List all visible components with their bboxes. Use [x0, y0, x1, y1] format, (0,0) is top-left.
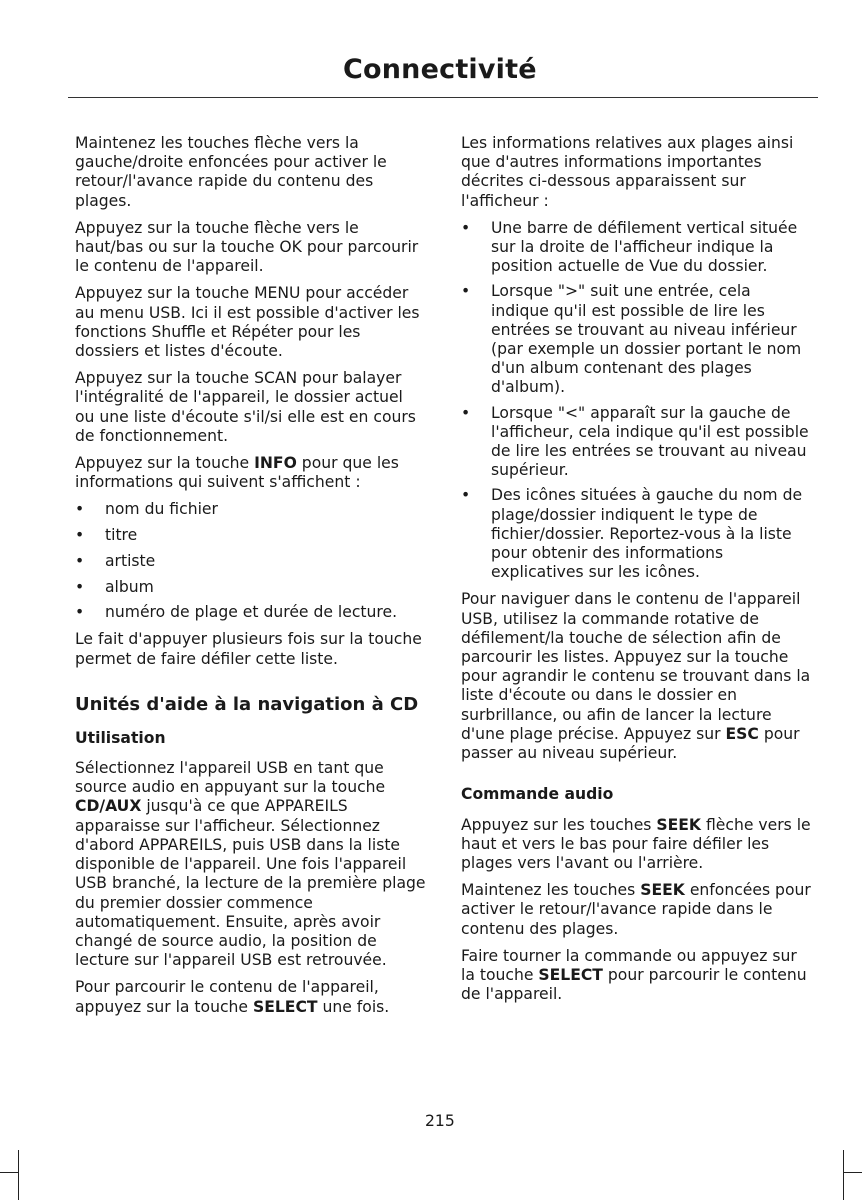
text-run: flèche vers le haut et vers le bas pour faire défiler les plages vers l'avant ou l'arrière.: [461, 815, 811, 872]
text-run: Appuyez sur la touche: [75, 454, 255, 473]
text-run: une fois.: [317, 997, 390, 1016]
section-heading: Unités d'aide à la navigation à CD: [75, 693, 419, 715]
key-label-esc: ESC: [725, 724, 759, 743]
paragraph: [461, 590, 813, 763]
sub-heading: Utilisation: [75, 728, 166, 747]
key-label-select: SELECT: [538, 965, 603, 984]
list-item: • Une barre de défilement vertical située sur la droite de l'afficheur indique la position actuelle de Vue du dossier.: [461, 219, 813, 277]
list-item: • titre: [75, 526, 427, 545]
text-run: jusqu'à ce que APPAREILS apparaisse sur l'afficheur. Sélectionnez d'abord APPAREILS, puis USB dans la liste disponible de l'appareil. Une fois l'appareil USB branché, la lecture de la première plage du premier dossier commence automatiquement. Ensuite, après avoir changé de source audio, la position de lecture sur l'appareil USB est retrouvée.: [75, 797, 426, 970]
text-run: Faire tourner la commande ou appuyez sur la touche: [461, 946, 797, 984]
text-run: Pour naviguer dans le contenu de l'appareil USB, utilisez la commande rotative de défilement/la touche de sélection afin de parcourir les listes. Appuyez sur la touche pour agrandir le contenu se trouvant dans la liste d'écoute ou dans le dossier en surbrillance, ou afin de lancer la lecture d'une plage précise. Appuyez sur: [461, 590, 811, 743]
text-run: Appuyez sur les touches: [461, 815, 657, 834]
paragraph: Le fait d'appuyer plusieurs fois sur la touche permet de faire défiler cette liste.: [75, 630, 422, 668]
left-column: [75, 134, 427, 1025]
paragraph: [75, 759, 427, 970]
text-run: enfoncées pour activer le retour/l'avance rapide dans le contenu des plages.: [461, 881, 811, 938]
crop-mark-left-vertical: [18, 1150, 19, 1200]
paragraph: Les informations relatives aux plages ainsi que d'autres informations importantes décrites ci-dessous apparaissent sur l'afficheur :: [461, 134, 794, 210]
key-label-seek: SEEK: [640, 881, 685, 900]
info-list: [75, 500, 427, 622]
list-item: • numéro de plage et durée de lecture.: [75, 603, 427, 622]
paragraph: [75, 978, 427, 1016]
crop-mark-left-horizontal: [0, 1172, 18, 1173]
right-column: [461, 134, 813, 1012]
paragraph: [461, 816, 813, 874]
text-run: Maintenez les touches: [461, 881, 641, 900]
key-label-cdaux: CD/AUX: [75, 797, 142, 816]
text-run: Pour parcourir le contenu de l'appareil, appuyez sur la touche: [75, 978, 379, 1016]
display-info-list: [461, 219, 813, 583]
list-item: • Lorsque ">" suit une entrée, cela indique qu'il est possible de lire les entrées se trouvant au niveau inférieur (par exemple un dossier portant le nom d'un album contenant des plages d'album).: [461, 282, 813, 397]
sub-heading: Commande audio: [461, 785, 614, 804]
list-item: • artiste: [75, 552, 427, 571]
paragraph: [75, 454, 427, 492]
list-item: • Des icônes situées à gauche du nom de plage/dossier indiquent le type de fichier/dossier. Reportez-vous à la liste pour obtenir des informations explicatives sur les icônes.: [461, 486, 813, 582]
crop-mark-right-vertical: [843, 1150, 844, 1200]
paragraph: Appuyez sur la touche SCAN pour balayer l'intégralité de l'appareil, le dossier actuel ou une liste d'écoute s'il/si elle est en cours de fonctionnement.: [75, 369, 416, 445]
text-run: pour passer au niveau supérieur.: [461, 724, 800, 763]
page-number: 215: [425, 1112, 455, 1130]
key-label-select: SELECT: [252, 997, 318, 1016]
list-item: • nom du fichier: [75, 500, 427, 519]
text-run: Sélectionnez l'appareil USB en tant que source audio en appuyant sur la touche: [75, 759, 386, 797]
key-label-info: INFO: [254, 454, 297, 473]
key-label-seek: SEEK: [656, 815, 701, 834]
header-rule: [68, 97, 818, 98]
paragraph: [461, 947, 813, 1005]
paragraph: Appuyez sur la touche flèche vers le haut/bas ou sur la touche OK pour parcourir le contenu de l'appareil.: [75, 218, 419, 276]
paragraph: [461, 881, 813, 939]
page-title: Connectivité: [343, 54, 537, 85]
text-run: pour que les informations qui suivent s'affichent :: [75, 454, 399, 492]
text-run: pour parcourir le contenu de l'appareil.: [461, 965, 807, 1004]
list-item: • album: [75, 578, 427, 597]
paragraph: Appuyez sur la touche MENU pour accéder au menu USB. Ici il est possible d'activer les fonctions Shuffle et Répéter pour les dossiers et listes d'écoute.: [75, 284, 420, 361]
crop-mark-right-horizontal: [844, 1172, 862, 1173]
paragraph: Maintenez les touches flèche vers la gauche/droite enfoncées pour activer le retour/l'avance rapide du contenu des plages.: [75, 134, 387, 210]
list-item: • Lorsque "<" apparaît sur la gauche de l'afficheur, cela indique qu'il est possible de lire les entrées se trouvant au niveau supérieur.: [461, 404, 813, 481]
